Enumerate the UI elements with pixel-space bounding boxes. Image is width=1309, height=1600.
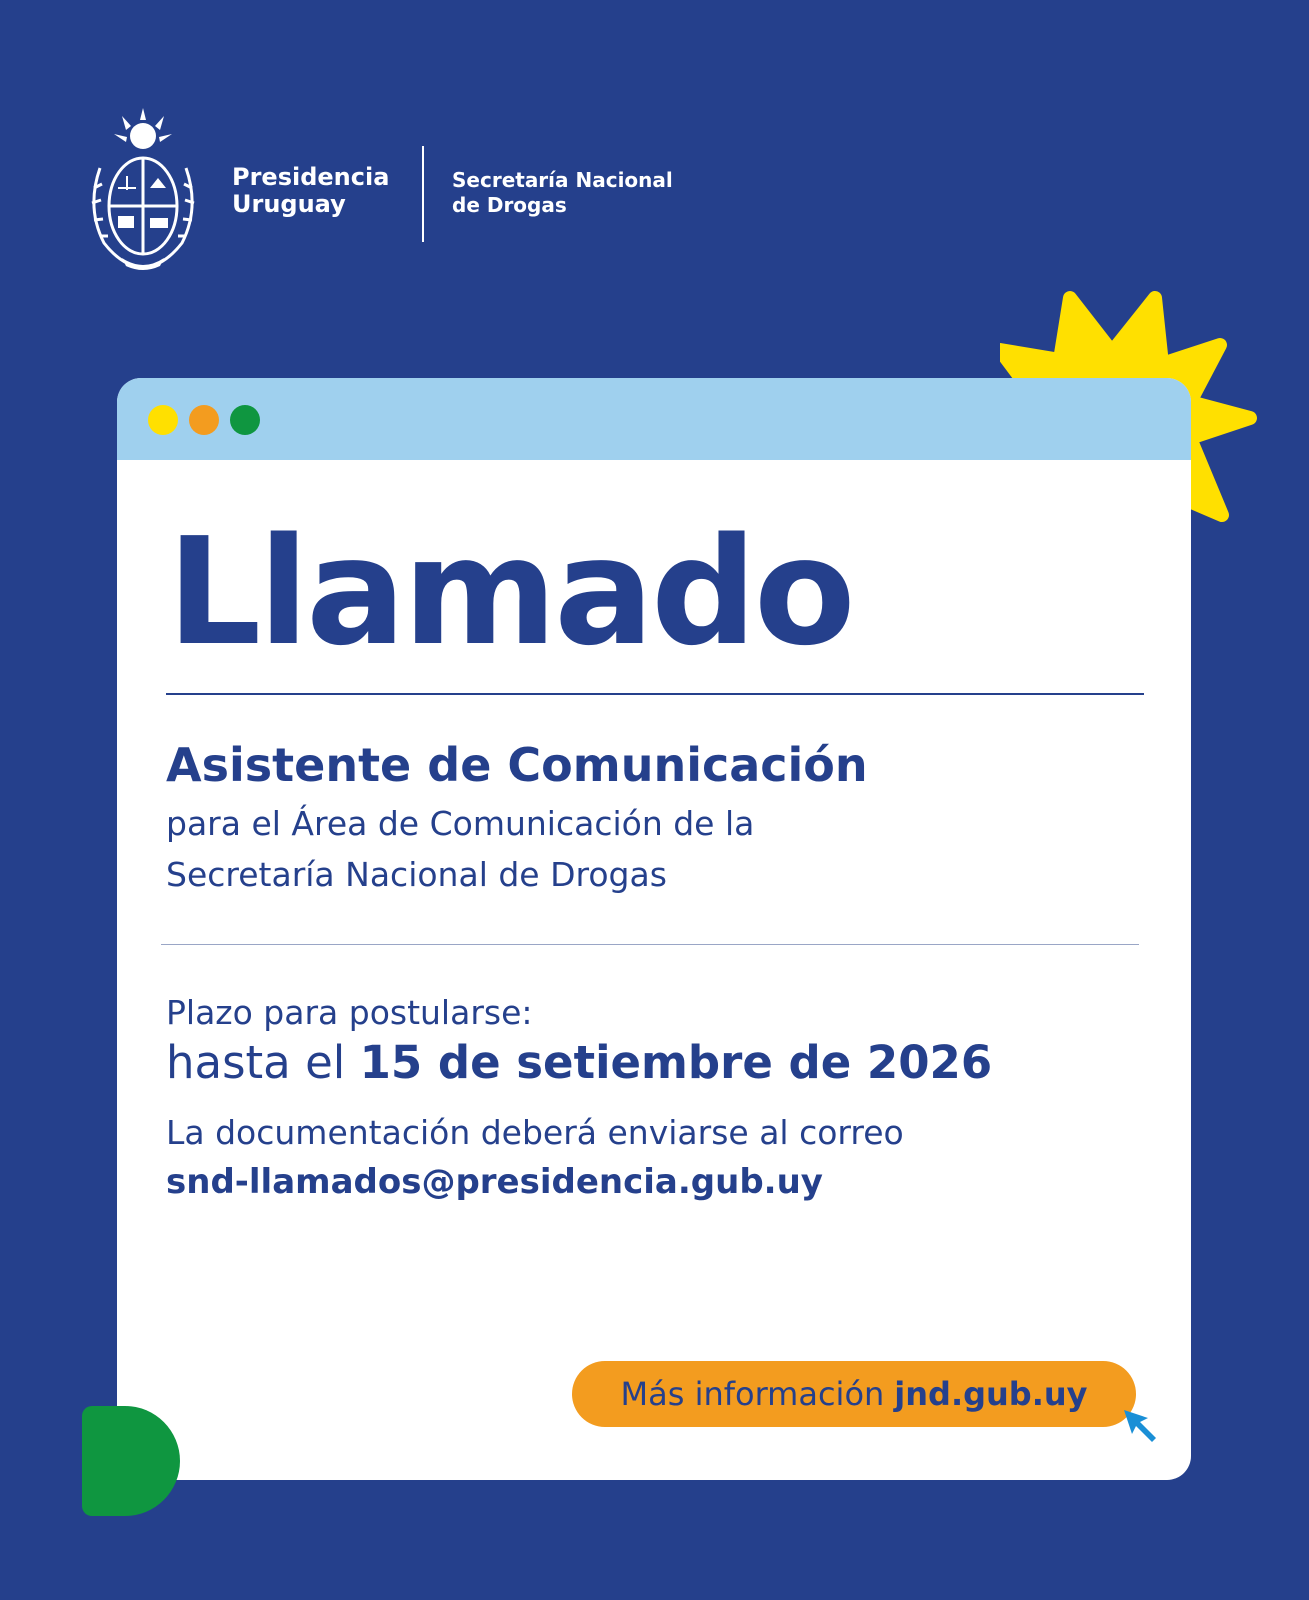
org-line1: Presidencia xyxy=(232,163,390,191)
deadline-date: 15 de setiembre de 2026 xyxy=(359,1036,993,1089)
more-info-button[interactable] xyxy=(572,1361,1136,1427)
deadline-label: Plazo para postularse: xyxy=(166,993,533,1032)
secretaria-brand xyxy=(452,168,673,218)
window-titlebar xyxy=(117,378,1191,460)
role-description xyxy=(166,798,754,900)
header-divider xyxy=(422,146,424,242)
title-divider xyxy=(166,693,1144,695)
dept-line1: Secretaría Nacional xyxy=(452,168,673,192)
window-dot-yellow xyxy=(148,405,178,435)
more-info-link[interactable]: jnd.gub.uy xyxy=(894,1375,1088,1413)
section-divider xyxy=(161,944,1139,945)
role-title: Asistente de Comunicación xyxy=(166,738,868,792)
cursor-icon xyxy=(1122,1408,1162,1448)
window-dot-green xyxy=(230,405,260,435)
desc-line2: Secretaría Nacional de Drogas xyxy=(166,855,667,894)
window-dot-orange xyxy=(189,405,219,435)
page-title: Llamado xyxy=(167,506,853,678)
deadline xyxy=(166,1036,992,1089)
header xyxy=(82,108,673,273)
email-link[interactable]: snd-llamados@presidencia.gub.uy xyxy=(166,1162,823,1202)
dept-line2: de Drogas xyxy=(452,193,567,217)
documentation-text: La documentación deberá enviarse al correo xyxy=(166,1113,904,1152)
org-line2: Uruguay xyxy=(232,190,346,218)
coat-of-arms-logo xyxy=(82,108,204,273)
browser-window xyxy=(117,378,1191,1480)
more-info-label: Más información xyxy=(620,1375,885,1413)
desc-line1: para el Área de Comunicación de la xyxy=(166,804,755,843)
deadline-prefix: hasta el xyxy=(166,1036,346,1089)
presidencia-brand xyxy=(232,164,389,218)
